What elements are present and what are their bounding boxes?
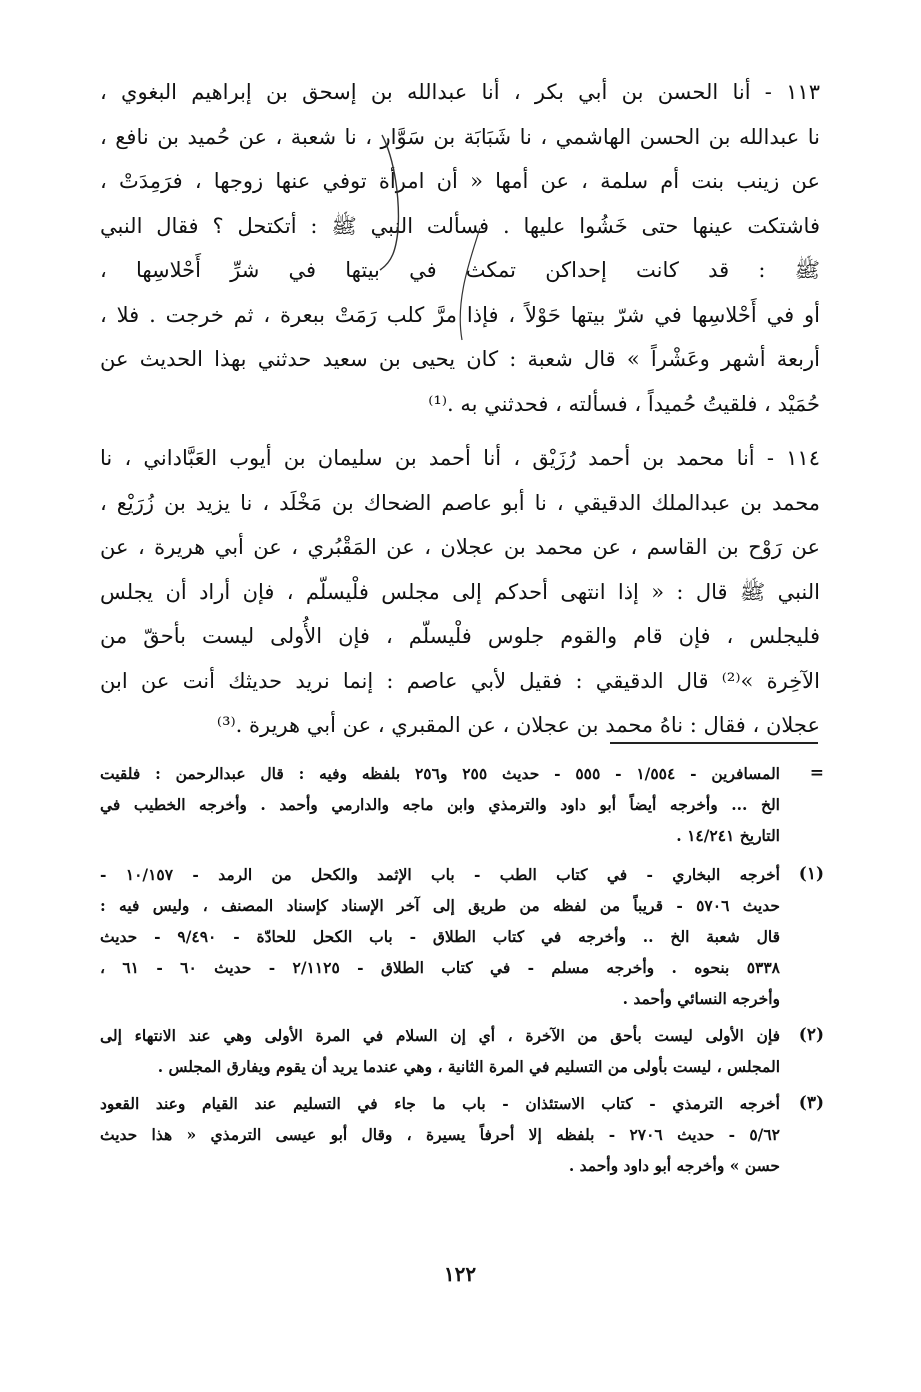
footnote-line: أخرجه البخاري - في كتاب الطب - باب الإثمد والكحل من الرمد - ١٠/١٥٧ - <box>100 865 780 884</box>
footnote-line: حديث ٥٧٠٦ - قريباً من لفظه من طريق إلى آخر الإسناد كإسناد المصنف ، وليس فيه : <box>100 896 780 915</box>
text-line: النبي ﷺ قال : « إذا انتهى أحدكم إلى مجلس فلْيسلّم ، فإن أراد أن يجلس <box>100 579 820 604</box>
footnote-line: وأخرجه النسائي وأحمد . <box>622 989 780 1008</box>
text-line: عن رَوْح بن القاسم ، عن محمد بن عجلان ، عن المَقْبُري ، عن أبي هريرة ، عن <box>100 535 820 559</box>
text-line: محمد بن عبدالملك الدقيقي ، نا أبو عاصم الضحاك بن مَخْلَد ، نا يزيد بن زُرَيْع ، <box>100 490 820 515</box>
footnotes <box>100 758 824 1187</box>
text-line: نا عبدالله بن الحسن الهاشمي ، نا شَبَابَة بن سَوَّار ، نا شعبة ، عن حُميد بن نافع ، <box>100 124 820 149</box>
footnote-2 <box>100 1020 824 1082</box>
footnote-line: حسن » وأخرجه أبو داود وأحمد . <box>568 1156 780 1175</box>
footnote-line: أخرجه الترمذي - كتاب الاستئذان - باب ما جاء في التسليم عند القيام وعند القعود <box>100 1094 780 1113</box>
footnote-marker: (٢) <box>798 1025 824 1045</box>
text-line: ١١٣ - أنا الحسن بن أبي بكر ، أنا عبدالله بن إسحق بن إبراهيم البغوي ، <box>100 80 820 104</box>
text-line: فليجلس ، فإن قام والقوم جلوس فلْيسلّم ، فإن الأُولى ليست بأحقّ من <box>100 624 820 648</box>
footnote-line: قال شعبة الخ .. وأخرجه في كتاب الطلاق - باب الكحل للحادّة - ٩/٤٩٠ - حديث <box>100 927 780 946</box>
text-line: أربعة أشهر وعَشْراً » قال شعبة : كان يحيى بن سعيد حدثني بهذا الحديث عن <box>100 347 820 371</box>
footnote-body <box>100 758 780 851</box>
footnote-rule <box>610 742 818 744</box>
page-number: ١٢٢ <box>443 1262 477 1286</box>
text-line: عن زينب بنت أم سلمة ، عن أمها « أن امرأة توفي عنها زوجها ، فرَمِدَتْ ، <box>100 169 820 193</box>
footnote-body <box>100 1020 780 1082</box>
footnote-line: الخ ... وأخرجه أيضاً أبو داود والترمذي وابن ماجه والدارمي وأحمد . وأخرجه الخطيب في <box>100 795 780 814</box>
footnote-body <box>100 859 780 1014</box>
footnote-body <box>100 1088 780 1181</box>
text-line: ﷺ : قد كانت إحداكن تمكث في بيتها في شرِّ أَحْلاسِها ، <box>100 258 820 282</box>
main-text <box>100 70 820 748</box>
footnote-marker: (٣) <box>798 1093 824 1113</box>
text-line: ١١٤ - أنا محمد بن أحمد رُزَيْق ، أنا أحمد بن سليمان بن أيوب العَبَّاداني ، نا <box>100 446 820 470</box>
footnote-line: المسافرين - ١/٥٥٤ - ٥٥٥ - حديث ٢٥٥ و٢٥٦ بلفظه وفيه : قال عبدالرحمن : فلقيت <box>100 764 780 783</box>
hadith-113 <box>100 70 820 426</box>
text-line: الآخِرة »⁽²⁾ قال الدقيقي : فقيل لأبي عاصم : إنما نريد حديثك أنت عن ابن <box>100 668 820 693</box>
footnote-marker: = <box>809 763 824 783</box>
hadith-114 <box>100 436 820 748</box>
footnote-line: ٥٣٣٨ بنحوه . وأخرجه مسلم - في كتاب الطلاق - ٢/١١٢٥ - حديث ٦٠ - ٦١ ، <box>100 958 780 977</box>
footnote-3 <box>100 1088 824 1181</box>
text-line: عجلان ، فقال : ناهُ محمد بن عجلان ، عن المقبري ، عن أبي هريرة .⁽³⁾ <box>216 713 820 737</box>
footnote-line: ٥/٦٢ - حديث ٢٧٠٦ - بلفظه إلا أحرفاً يسيرة ، وقال أبو عيسى الترمذي « هذا حديث <box>100 1125 780 1144</box>
text-line: أو في أَحْلاسِها في شرّ بيتها حَوْلاً ، فإذا مرَّ كلب رَمَتْ ببعرة ، ثم خرجت . فلا ، <box>100 302 820 327</box>
text-line: فاشتكت عينها حتى خَشُوا عليها . فسألت النبي ﷺ : أتكتحل ؟ فقال النبي <box>100 213 820 238</box>
paragraph-gap <box>100 426 820 436</box>
text-line: حُمَيْد ، فلقيتُ حُميداً ، فسألته ، فحدثني به .⁽¹⁾ <box>428 391 820 416</box>
footnote-1 <box>100 859 824 1014</box>
footnote-line: التاريخ ١٤/٢٤١ . <box>676 826 780 845</box>
footnote-continuation <box>100 758 824 851</box>
footnote-line: المجلس ، ليست بأولى من التسليم في المرة الثانية ، وهي عندما يريد أن يقوم ويفارق المجلس . <box>157 1057 780 1076</box>
footnote-marker: (١) <box>798 864 824 884</box>
footnote-line: فإن الأولى ليست بأحق من الآخرة ، أي إن السلام في المرة الأولى وهي عند الانتهاء إلى <box>100 1026 780 1045</box>
